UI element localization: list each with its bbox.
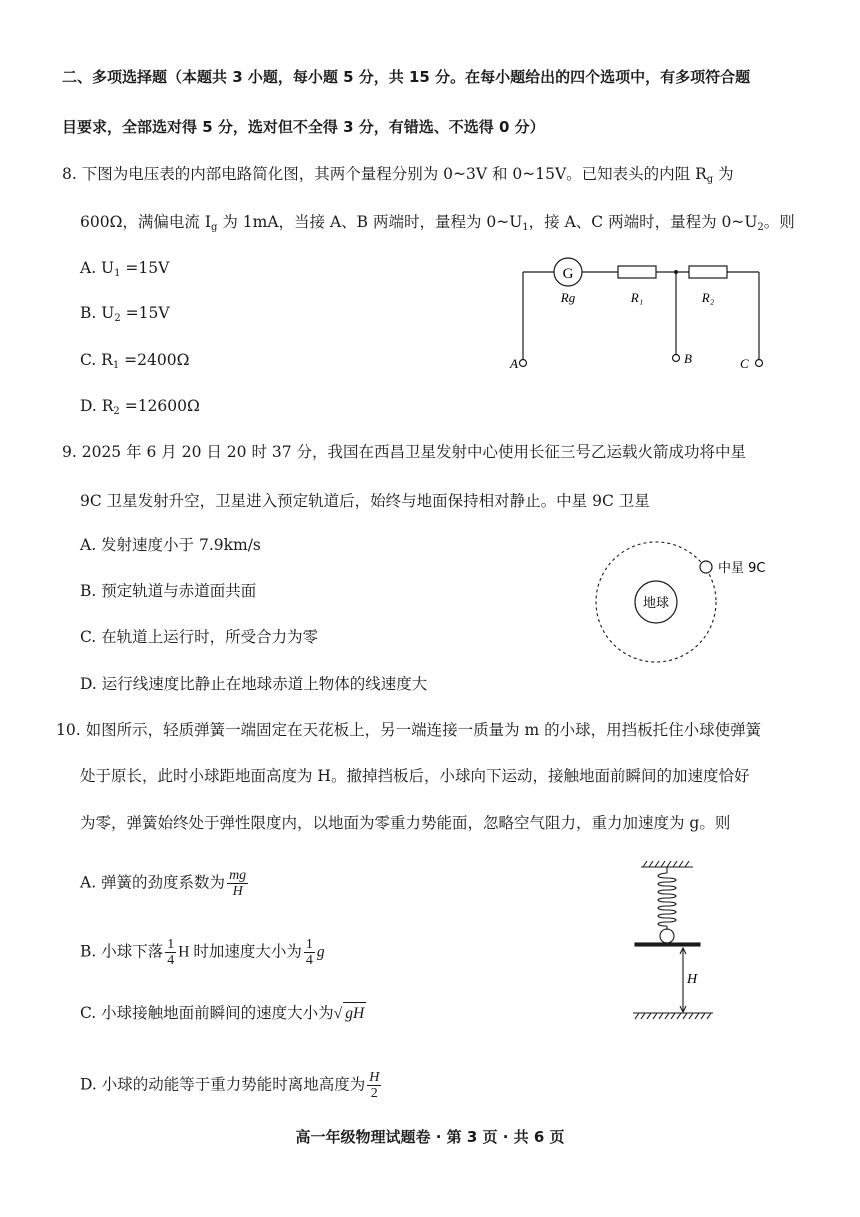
q9-option-b: B. 预定轨道与赤道面共面 (80, 582, 257, 600)
q10-option-c-text: C. 小球接触地面前瞬间的速度大小为 (80, 1004, 334, 1022)
ceiling-hatch (643, 861, 689, 867)
q8-option-c-pre: C. R (80, 351, 113, 369)
q9-option-d: D. 运行线速度比静止在地球赤道上物体的线速度大 (80, 675, 428, 693)
q10-option-d-text: D. 小球的动能等于重力势能时离地高度为 (80, 1075, 366, 1094)
frac-den: 4 (305, 953, 313, 968)
frac-den: 2 (370, 1086, 378, 1101)
q10-option-b-pre: B. 小球下落 (80, 942, 164, 961)
fraction-one-quarter-1 (165, 937, 176, 968)
q10-option-a-text: A. 弹簧的劲度系数为 (80, 873, 226, 892)
q8-option-b (80, 302, 170, 330)
q8-option-b-pre: B. U (80, 304, 115, 322)
q10-option-a (80, 868, 250, 899)
q8-stem-line2 (80, 211, 795, 239)
frac-num: H (369, 1070, 380, 1085)
frac-num: 1 (167, 937, 175, 952)
spring-ball-diagram (625, 855, 725, 1025)
resistor-r2 (689, 266, 727, 278)
q10-stem-line1: 10. 如图所示，轻质弹簧一端固定在天花板上，另一端连接一质量为 m 的小球，用挡板托住小球使弹簧 (56, 721, 762, 739)
terminal-b-label: B (684, 351, 692, 366)
frac-num: mg (229, 868, 247, 883)
q8-stem-line1 (62, 163, 734, 191)
junction-dot (674, 270, 678, 274)
q8-stem2-sub: g (211, 222, 218, 233)
ball-icon (660, 929, 674, 943)
q8-stem2-c: ，接 A、C 两端时，量程为 0~U (528, 213, 758, 231)
q8-option-a (80, 257, 169, 285)
q8-stem2-a: 600Ω，满偏电流 I (80, 213, 211, 231)
satellite-icon (700, 561, 712, 573)
fraction-mg-over-h (227, 868, 248, 899)
q8-option-b-post: =15V (120, 304, 170, 322)
q9-option-c: C. 在轨道上运行时，所受合力为零 (80, 628, 319, 646)
q8-option-c-sub: 1 (112, 360, 120, 371)
q10-option-b-mid: H 时加速度大小为 (178, 943, 302, 961)
q8-stem1-text: 8. 下图为电压表的内部电路简化图，其两个量程分别为 0~3V 和 0~15V。已知表头的内阻 R (62, 165, 707, 183)
q8-option-a-post: =15V (120, 259, 170, 277)
voltmeter-circuit-diagram (500, 255, 790, 380)
earth-label: 地球 (642, 596, 670, 611)
fraction-h-over-2 (367, 1070, 381, 1101)
terminal-c-label: C (740, 356, 749, 371)
terminal-a-label: A (510, 356, 518, 371)
terminal-b (673, 355, 680, 362)
q10-option-b (80, 937, 325, 968)
support-plate (635, 943, 700, 946)
frac-den: 4 (167, 953, 175, 968)
rg-label: Rg (560, 290, 576, 305)
q8-stem2-sub3: 2 (757, 222, 764, 233)
q8-option-d (80, 395, 200, 423)
section-header-line2: 目要求，全部选对得 5 分，选对但不全得 3 分，有错选、不选得 0 分） (62, 118, 545, 136)
q9-stem-line2: 9C 卫星发射升空，卫星进入预定轨道后，始终与地面保持相对静止。中星 9C 卫星 (80, 492, 650, 510)
q10-option-b-end: g (316, 943, 325, 961)
q10-option-c: C. 小球接触地面前瞬间的速度大小为√ gH (80, 1002, 366, 1025)
section-header-line1: 二、多项选择题（本题共 3 小题，每小题 5 分，共 15 分。在每小题给出的四个选项中，有多项符合题 (62, 68, 751, 86)
q8-option-b-sub: 2 (114, 313, 121, 324)
height-label: H (687, 972, 698, 987)
frac-num: 1 (305, 937, 313, 952)
q10-stem-line3: 为零，弹簧始终处于弹性限度内，以地面为零重力势能面，忽略空气阻力，重力加速度为 g。则 (80, 814, 731, 832)
q9-stem-line1: 9. 2025 年 6 月 20 日 20 时 37 分，我国在西昌卫星发射中心使用长征三号乙运载火箭成功将中星 (62, 443, 747, 461)
q8-stem2-b: 为 1mA，当接 A、B 两端时，量程为 0~U (217, 213, 523, 231)
satellite-label: 中星 9C (718, 561, 766, 576)
r2-label: R₂ (701, 290, 715, 305)
terminal-c (756, 360, 763, 367)
q8-option-c (80, 349, 189, 377)
q8-option-a-sub: 1 (114, 268, 121, 279)
resistor-r1 (618, 266, 656, 278)
q8-stem1-end: 为 (713, 165, 734, 183)
q10-option-d (80, 1070, 383, 1101)
q10-stem-line2: 处于原长，此时小球距地面高度为 H。撤掉挡板后，小球向下运动，接触地面前瞬间的加速度恰好 (80, 767, 750, 785)
ground-hatch (635, 1013, 711, 1019)
sqrt-gh: gH (343, 1002, 366, 1025)
q8-option-a-pre: A. U (80, 259, 115, 277)
fraction-one-quarter-2 (304, 937, 315, 968)
r1-label: R₁ (630, 290, 644, 305)
q8-option-d-post: =12600Ω (119, 397, 200, 415)
q8-stem2-sub2: 1 (522, 222, 529, 233)
q8-stem2-d: 。则 (763, 213, 795, 231)
galvanometer-label: G (562, 266, 574, 282)
q8-option-c-post: =2400Ω (119, 351, 190, 369)
q8-option-d-sub: 2 (113, 406, 120, 417)
spring-coil (658, 873, 676, 926)
q8-stem1-sub: g (706, 174, 714, 185)
q8-option-d-pre: D. R (80, 397, 114, 415)
frac-den: H (232, 884, 243, 899)
q9-option-a: A. 发射速度小于 7.9km/s (80, 536, 261, 554)
page-footer: 高一年级物理试题卷 · 第 3 页 · 共 6 页 (295, 1128, 565, 1146)
terminal-a (520, 360, 527, 367)
satellite-orbit-diagram (580, 540, 780, 670)
